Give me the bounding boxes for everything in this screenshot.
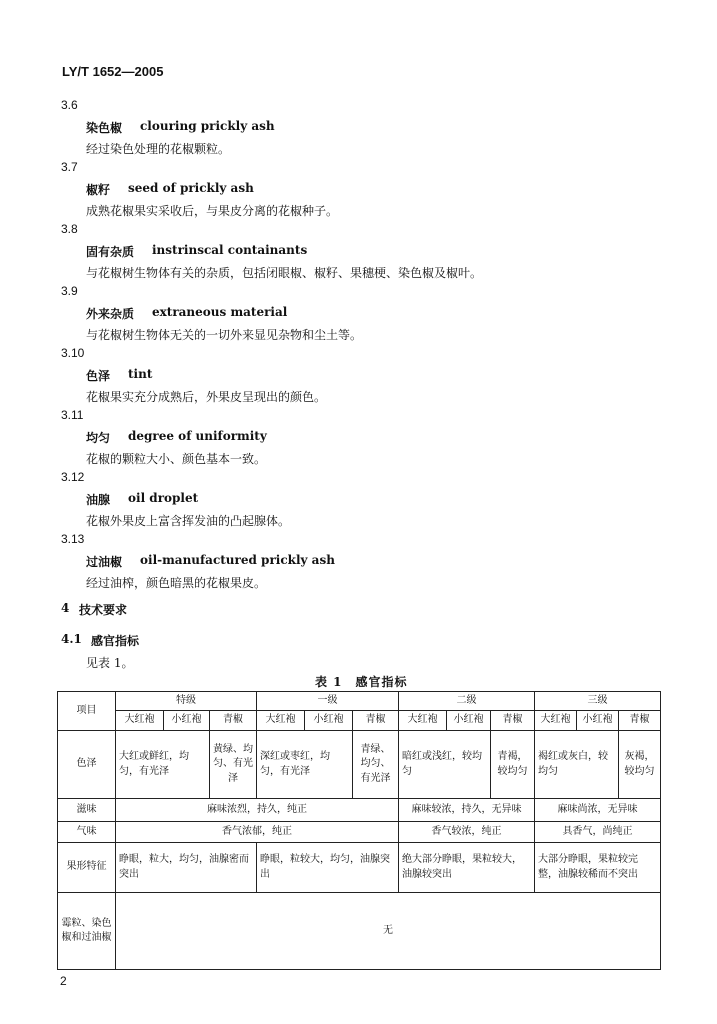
- row-label-mold: 霉粒、染色椒和过油椒: [58, 893, 116, 970]
- entry-number: 3.6: [61, 98, 78, 112]
- row-label-taste: 滋味: [58, 799, 116, 822]
- variety-qingjiao: 青椒: [619, 711, 661, 731]
- entry-definition: 与花椒树生物体有关的杂质，包括闭眼椒、椒籽、果穗梗、染色椒及椒叶。: [86, 266, 483, 280]
- entry-number: 3.7: [61, 160, 78, 174]
- grade-first: 一级: [257, 692, 399, 711]
- entry-number: 3.12: [61, 470, 85, 484]
- entry-term-en: instrinscal containants: [152, 243, 308, 257]
- shape-special: 睁眼，粒大，均匀，油腺密而突出: [116, 843, 257, 893]
- standard-code: LY/T 1652—2005: [62, 64, 164, 79]
- variety-dahongpao: 大红袍: [257, 711, 305, 731]
- row-label-color: 色泽: [58, 731, 116, 799]
- row-label-shape: 果形特征: [58, 843, 116, 893]
- section-4-1-title: 感官指标: [91, 634, 140, 648]
- page-number: 2: [60, 974, 67, 988]
- entry-term-zh: 过油椒: [86, 555, 123, 569]
- color-third-red: 褐红或灰白，较均匀: [535, 731, 619, 799]
- variety-xiaohongpao: 小红袍: [164, 711, 210, 731]
- entry-number: 3.9: [61, 284, 78, 298]
- variety-xiaohongpao: 小红袍: [577, 711, 619, 731]
- smell-second: 香气较浓，纯正: [399, 822, 535, 843]
- item-header: 项目: [58, 692, 116, 731]
- color-special-red: 大红或鲜红，均匀，有光泽: [116, 731, 210, 799]
- entry-term-zh: 固有杂质: [86, 245, 135, 259]
- entry-term-en: oil droplet: [128, 491, 199, 505]
- grade-special: 特级: [116, 692, 257, 711]
- table-caption: 表 1 感官指标: [315, 675, 408, 689]
- entry-definition: 经过油榨，颜色暗黑的花椒果皮。: [86, 576, 267, 590]
- color-first-green: 青绿、均匀、有光泽: [353, 731, 399, 799]
- entry-term-en: oil-manufactured prickly ash: [140, 553, 335, 567]
- entry-term-zh: 椒籽: [86, 183, 111, 197]
- entry-definition: 成熟花椒果实采收后，与果皮分离的花椒种子。: [86, 204, 339, 218]
- section-4-1-number: 4.1: [61, 632, 82, 646]
- grade-third: 三级: [535, 692, 661, 711]
- entry-term-en: tint: [128, 367, 153, 381]
- entry-number: 3.8: [61, 222, 78, 236]
- shape-third: 大部分睁眼，果粒较完整，油腺较稀而不突出: [535, 843, 661, 893]
- shape-second: 绝大部分睁眼，果粒较大，油腺较突出: [399, 843, 535, 893]
- taste-third: 麻味尚浓，无异味: [535, 799, 661, 822]
- color-second-green: 青褐，较均匀: [491, 731, 535, 799]
- entry-number: 3.11: [61, 408, 84, 422]
- entry-term-en: extraneous material: [152, 305, 288, 319]
- entry-term-en: clouring prickly ash: [140, 119, 275, 133]
- entry-definition: 花椒外果皮上富含挥发油的凸起腺体。: [86, 514, 291, 528]
- row-label-smell: 气味: [58, 822, 116, 843]
- variety-qingjiao: 青椒: [210, 711, 257, 731]
- entry-number: 3.10: [61, 346, 85, 360]
- variety-xiaohongpao: 小红袍: [305, 711, 353, 731]
- entry-definition: 经过染色处理的花椒颗粒。: [86, 142, 231, 156]
- smell-special-first: 香气浓郁，纯正: [116, 822, 399, 843]
- entry-definition: 与花椒树生物体无关的一切外来显见杂物和尘土等。: [86, 328, 363, 342]
- entry-term-zh: 外来杂质: [86, 307, 135, 321]
- entry-term-zh: 油腺: [86, 493, 111, 507]
- mold-value: 无: [116, 893, 661, 970]
- entry-term-zh: 色泽: [86, 369, 111, 383]
- variety-qingjiao: 青椒: [491, 711, 535, 731]
- variety-qingjiao: 青椒: [353, 711, 399, 731]
- color-special-green: 黄绿、均匀、有光泽: [210, 731, 257, 799]
- shape-first: 睁眼，粒较大，均匀，油腺突出: [257, 843, 399, 893]
- section-4-number: 4: [61, 601, 70, 615]
- variety-dahongpao: 大红袍: [535, 711, 577, 731]
- taste-second: 麻味较浓，持久，无异味: [399, 799, 535, 822]
- entry-number: 3.13: [61, 532, 85, 546]
- entry-definition: 花椒果实充分成熟后，外果皮呈现出的颜色。: [86, 390, 327, 404]
- entry-term-en: seed of prickly ash: [128, 181, 254, 195]
- entry-term-zh: 均匀: [86, 431, 111, 445]
- variety-dahongpao: 大红袍: [399, 711, 447, 731]
- color-second-red: 暗红或浅红，较均匀: [399, 731, 491, 799]
- variety-dahongpao: 大红袍: [116, 711, 164, 731]
- entry-term-en: degree of uniformity: [128, 429, 267, 443]
- color-first-red: 深红或枣红，均匀，有光泽: [257, 731, 353, 799]
- grade-second: 二级: [399, 692, 535, 711]
- sensory-index-table: [57, 691, 661, 970]
- section-4-1-body: 见表 1。: [86, 656, 134, 670]
- smell-third: 具香气，尚纯正: [535, 822, 661, 843]
- section-4-title: 技术要求: [79, 603, 128, 617]
- variety-xiaohongpao: 小红袍: [447, 711, 491, 731]
- entry-term-zh: 染色椒: [86, 121, 123, 135]
- color-third-green: 灰褐，较均匀: [619, 731, 661, 799]
- entry-definition: 花椒的颗粒大小、颜色基本一致。: [86, 452, 267, 466]
- taste-special-first: 麻味浓烈，持久，纯正: [116, 799, 399, 822]
